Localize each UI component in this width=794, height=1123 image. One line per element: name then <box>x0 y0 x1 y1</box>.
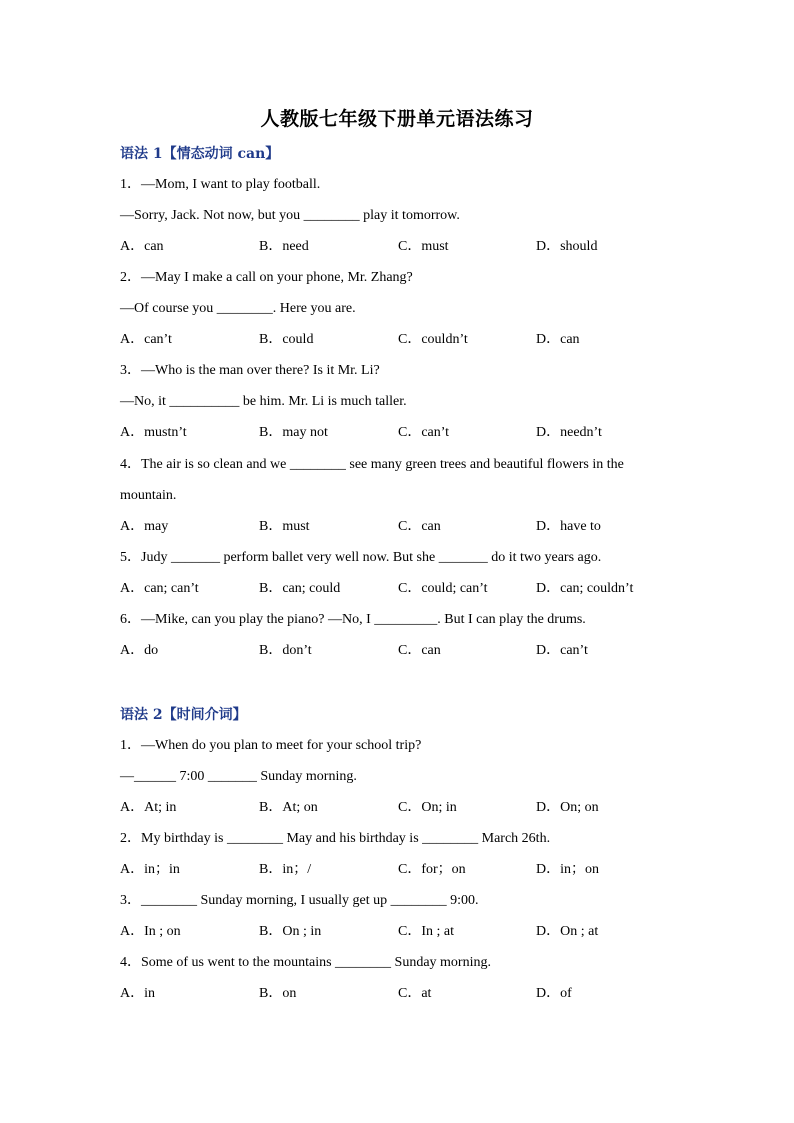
option-c: C．can’t <box>398 425 450 440</box>
section-modal-can <box>120 144 680 672</box>
question-text: 3．________ Sunday morning, I usually get up ________ 9:00. <box>120 893 479 908</box>
option-d: D．On; on <box>536 800 599 815</box>
page-title: 人教版七年级下册单元语法练习 <box>260 108 534 130</box>
question-text: 4．Some of us went to the mountains ________ Sunday morning. <box>120 955 491 970</box>
question-text: 6．—Mike, can you play the piano? —No, I _________. But I can play the drums. <box>120 612 586 627</box>
answer-options <box>120 922 680 953</box>
option-c: C．at <box>398 986 432 1001</box>
option-a: A．can <box>120 239 164 254</box>
question-text: —Sorry, Jack. Not now, but you ________ play it tomorrow. <box>120 208 460 223</box>
option-d: D．needn’t <box>536 425 602 440</box>
option-d: D．can <box>536 332 580 347</box>
answer-options <box>120 237 680 268</box>
option-b: B．in；/ <box>259 862 312 877</box>
question-1 <box>120 175 680 268</box>
option-c: C．can <box>398 643 441 658</box>
option-c: C．couldn’t <box>398 332 468 347</box>
section-heading: 语法 1【情态动词 can】 <box>120 146 280 162</box>
option-a: A．mustn’t <box>120 425 187 440</box>
question-text: —Of course you ________. Here you are. <box>120 301 356 316</box>
option-c: C．for；on <box>398 862 466 877</box>
option-b: B．may not <box>259 425 328 440</box>
question-text: 1．—When do you plan to meet for your school trip? <box>120 738 422 753</box>
option-c: C．can <box>398 519 441 534</box>
option-b: B．need <box>259 239 309 254</box>
answer-options <box>120 423 680 454</box>
question-4 <box>120 953 680 1015</box>
option-a: A．in <box>120 986 155 1001</box>
option-d: D．of <box>536 986 572 1001</box>
question-2 <box>120 829 680 891</box>
question-text: 2．—May I make a call on your phone, Mr. Zhang? <box>120 270 413 285</box>
question-text: —No, it __________ be him. Mr. Li is much taller. <box>120 394 407 409</box>
option-b: B．don’t <box>259 643 312 658</box>
section-heading: 语法 2【时间介词】 <box>120 707 247 723</box>
option-c: C．On; in <box>398 800 457 815</box>
option-c: C．could; can’t <box>398 581 488 596</box>
option-b: B．On ; in <box>259 924 322 939</box>
answer-options <box>120 330 680 361</box>
question-6 <box>120 610 680 672</box>
question-3 <box>120 361 680 454</box>
question-2 <box>120 268 680 361</box>
option-a: A．may <box>120 519 169 534</box>
answer-options <box>120 641 680 672</box>
answer-options <box>120 860 680 891</box>
question-4 <box>120 449 680 548</box>
question-5 <box>120 548 680 610</box>
option-b: B．on <box>259 986 297 1001</box>
section-time-prepositions <box>120 705 680 1015</box>
question-text: 1．—Mom, I want to play football. <box>120 177 321 192</box>
option-d: D．On ; at <box>536 924 599 939</box>
question-text: 2．My birthday is ________ May and his birthday is ________ March 26th. <box>120 831 551 846</box>
answer-options <box>120 984 680 1015</box>
option-a: A．can’t <box>120 332 172 347</box>
option-d: D．should <box>536 239 598 254</box>
option-b: B．could <box>259 332 314 347</box>
option-a: A．in；in <box>120 862 180 877</box>
option-c: C．In ; at <box>398 924 454 939</box>
option-d: D．in；on <box>536 862 599 877</box>
option-a: A．In ; on <box>120 924 181 939</box>
option-d: D．have to <box>536 519 601 534</box>
option-a: A．can; can’t <box>120 581 199 596</box>
option-d: D．can; couldn’t <box>536 581 634 596</box>
option-b: B．must <box>259 519 310 534</box>
question-text: 4．The air is so clean and we ________ see many green trees and beautiful flowers in the mountain. <box>120 457 624 503</box>
answer-options <box>120 798 680 829</box>
option-b: B．can; could <box>259 581 341 596</box>
option-a: A．do <box>120 643 159 658</box>
question-1 <box>120 736 680 829</box>
option-b: B．At; on <box>259 800 318 815</box>
question-text: —______ 7:00 _______ Sunday morning. <box>120 769 357 784</box>
option-a: A．At; in <box>120 800 177 815</box>
question-text: 3．—Who is the man over there? Is it Mr. Li? <box>120 363 380 378</box>
answer-options <box>120 517 680 548</box>
question-text: 5．Judy _______ perform ballet very well now. But she _______ do it two years ago. <box>120 550 602 565</box>
answer-options <box>120 579 680 610</box>
option-d: D．can’t <box>536 643 588 658</box>
option-c: C．must <box>398 239 449 254</box>
question-3 <box>120 891 680 953</box>
